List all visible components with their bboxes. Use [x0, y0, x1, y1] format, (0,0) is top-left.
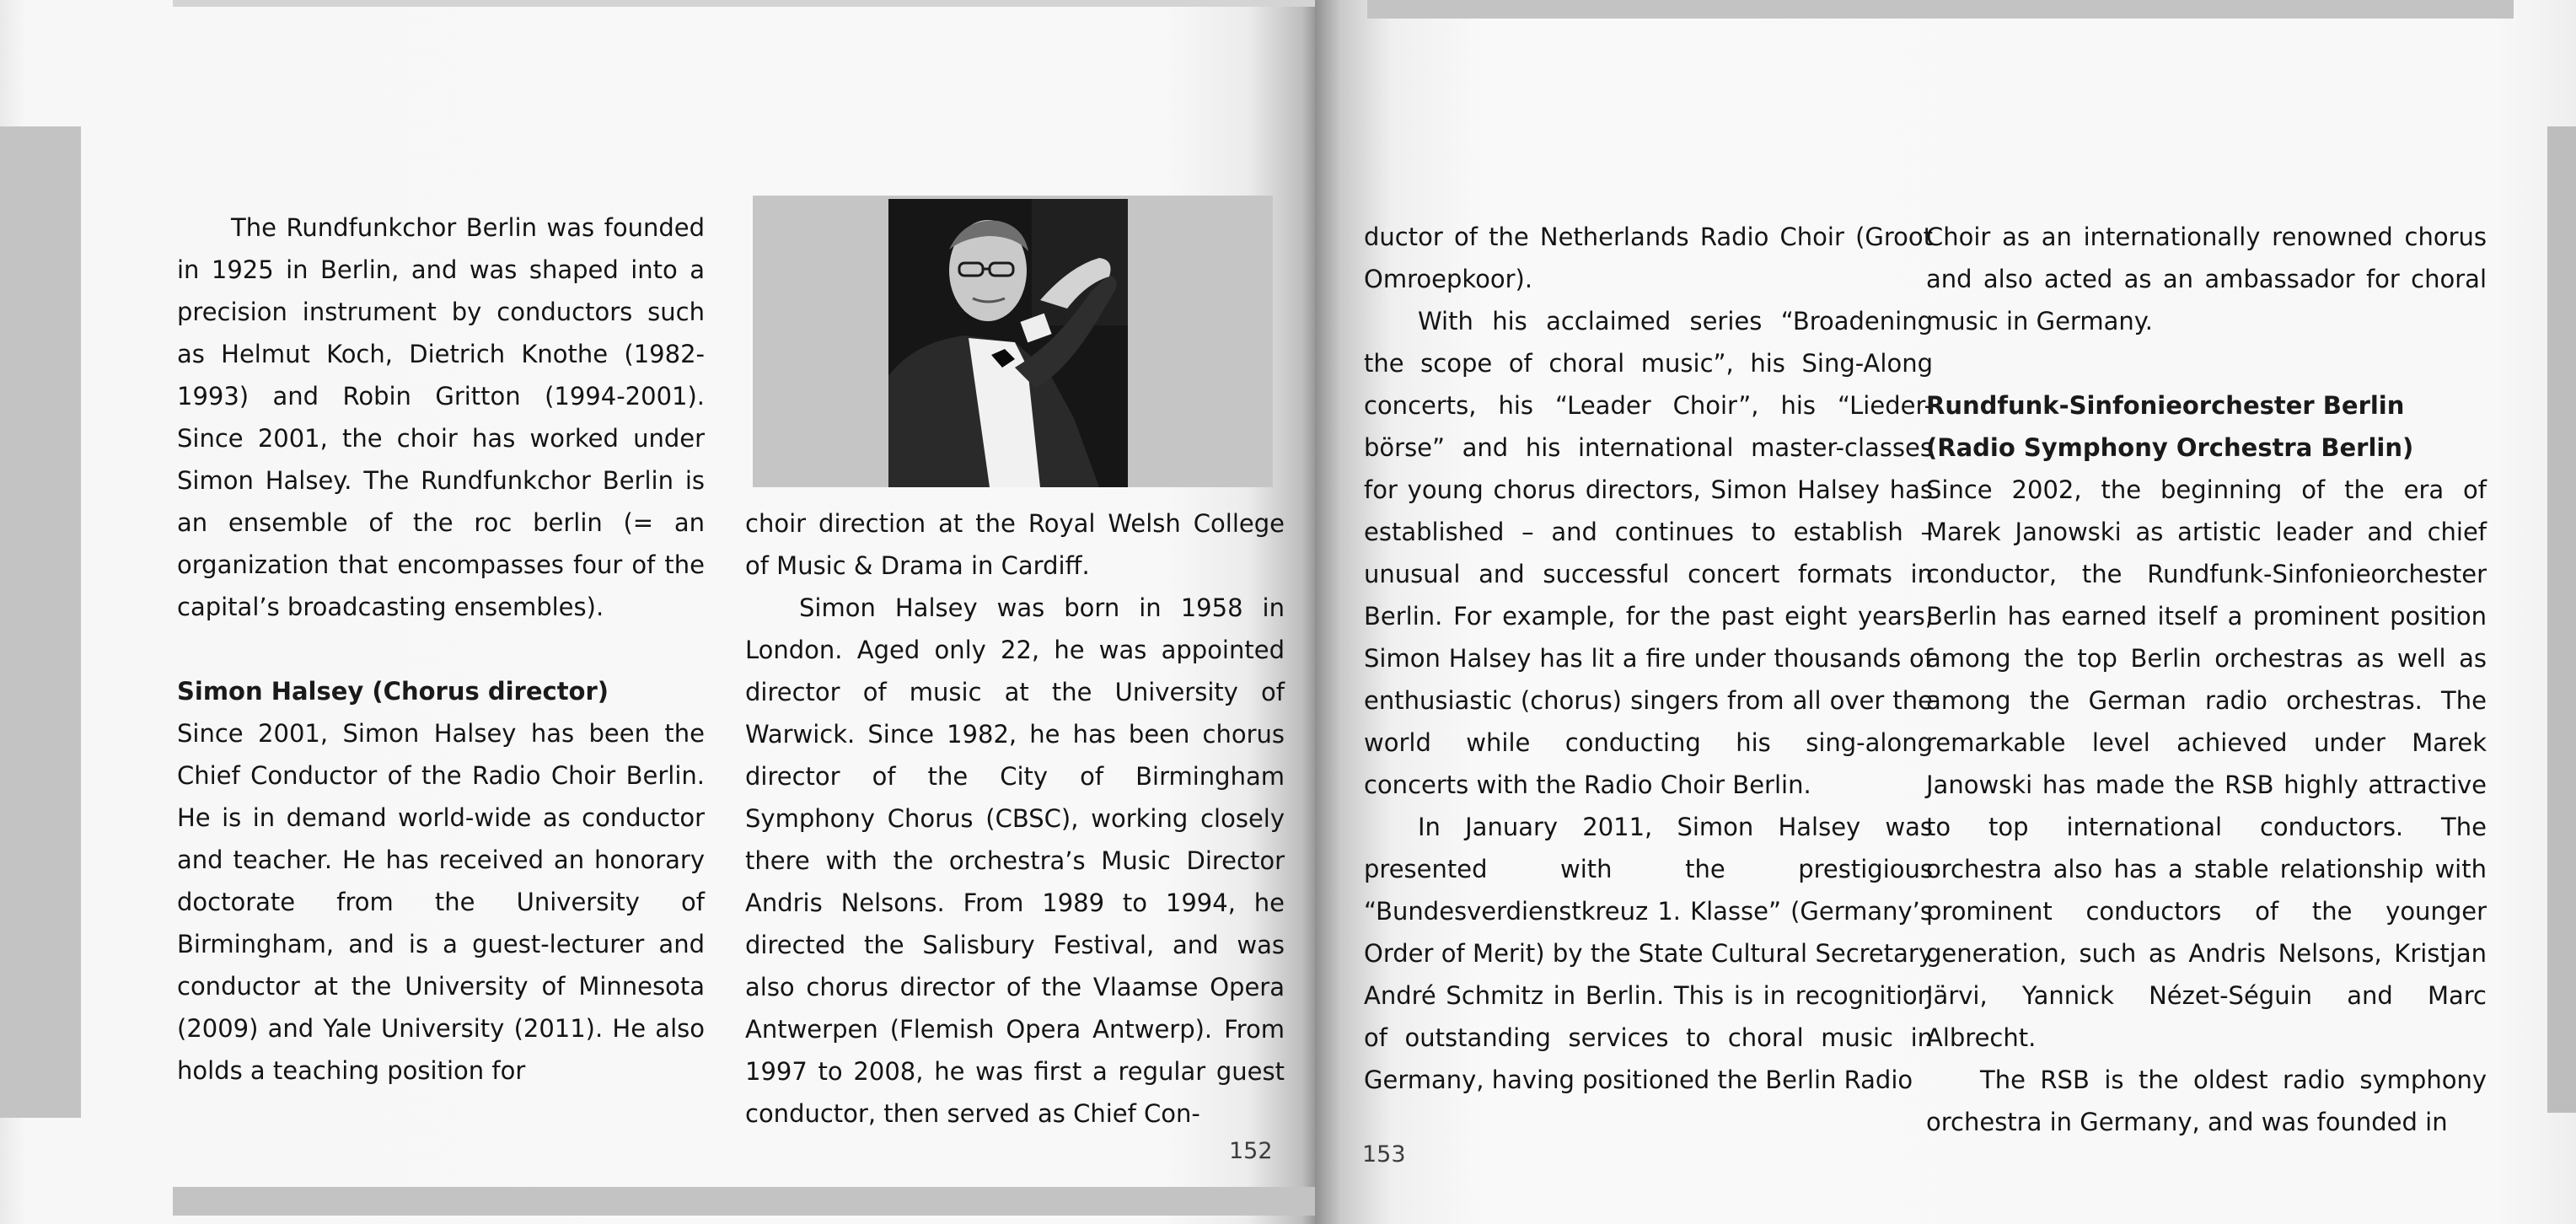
conductor-photo	[888, 199, 1128, 487]
paragraph: choir direction at the Royal Welsh College of Music & Drama in Cardiff.	[745, 509, 1285, 580]
paragraph: Choir as an internationally renowned chorus and also acted as an ambassador for choral music in Germany.	[1926, 223, 2487, 336]
paragraph: The RSB is the oldest radio symphony orchestra in Germany, and was founded in	[1926, 1066, 2487, 1136]
right-column-1	[1364, 216, 1933, 1101]
page-number: 153	[1362, 1141, 1406, 1168]
right-column-2	[1926, 216, 2487, 1143]
paragraph: ductor of the Netherlands Radio Choir (Groot Omroepkoor).	[1364, 223, 1933, 293]
left-edge-band	[0, 126, 81, 1118]
paragraph: The Rundfunkchor Berlin was founded in 1925 in Berlin, and was shaped into a precision instrument by conductors such as Helmut Koch, Dietrich Knothe (1982-1993) and Robin Gritton (1994-2001). Since 2001, the choir has worked under Simon Halsey. The Rundfunkchor Berlin is an ensemble of the roc berlin (= an organization that encompasses four of the capital’s broadcasting ensembles).	[177, 213, 705, 621]
bottom-band-left	[173, 1187, 1315, 1216]
left-column-1	[177, 207, 705, 1092]
paragraph: With his acclaimed series “Broadening the scope of choral music”, his Sing-Along concerts, his “Leader Choir”, his “Lieder-börse” and his international master-classes for young chorus directors, Simon Halsey has established – and continues to establish – unusual and successful concert formats in Berlin. For example, for the past eight years, Simon Halsey has lit a fire under thousands of enthusiastic (chorus) singers from all over the world while conducting his sing-along concerts with the Radio Choir Berlin.	[1364, 307, 1933, 799]
top-strip-left	[173, 0, 1315, 7]
section-heading: Simon Halsey (Chorus director)	[177, 677, 609, 706]
paragraph: Since 2001, Simon Halsey has been the Chief Conductor of the Radio Choir Berlin. He is in demand world-wide as conductor and teacher. He has received an honorary doctorate from the University of Birmingham, and is a guest-lecturer and conductor at the University of Minnesota (2009) and Yale University (2011). He also holds a teaching position for	[177, 719, 705, 1085]
paragraph: Simon Halsey was born in 1958 in London. Aged only 22, he was appointed director of music at the University of Warwick. Since 1982, he has been chorus director of the City of Birmingham Symphony Chorus (CBSC), working closely there with the orchestra’s Music Director Andris Nelsons. From 1989 to 1994, he directed the Salisbury Festival, and was also chorus director of the Vlaamse Opera Antwerpen (Flemish Opera Antwerp). From 1997 to 2008, he was first a regular guest conductor, then served as Chief Con-	[745, 593, 1285, 1128]
paragraph: Since 2002, the beginning of the era of Marek Janowski as artistic leader and chief conductor, the Rundfunk-Sinfonieorchester Berlin has earned itself a prominent position among the top Berlin orchestras as well as among the German radio orchestras. The remarkable level achieved under Marek Janowski has made the RSB highly attractive to top international conductors. The orchestra also has a stable relationship with prominent conductors of the younger generation, such as Andris Nelsons, Kristjan Järvi, Yannick Nézet-Séguin and Marc Albrecht.	[1926, 475, 2487, 1052]
section-heading: (Radio Symphony Orchestra Berlin)	[1926, 433, 2414, 462]
right-edge-band	[2547, 126, 2576, 1113]
paragraph: In January 2011, Simon Halsey was presented with the prestigious “Bundesverdienstkreuz 1. Klasse” (Germany’s Order of Merit) by the State Cultural Secretary André Schmitz in Berlin. This is in recognition of outstanding services to choral music in Germany, having positioned the Berlin Radio	[1364, 813, 1933, 1094]
left-column-2	[745, 502, 1285, 1135]
section-heading: Rundfunk-Sinfonieorchester Berlin	[1926, 391, 2405, 420]
page-number: 152	[1229, 1138, 1273, 1164]
top-strip-right	[1367, 0, 2514, 19]
right-page	[1315, 0, 2576, 1224]
